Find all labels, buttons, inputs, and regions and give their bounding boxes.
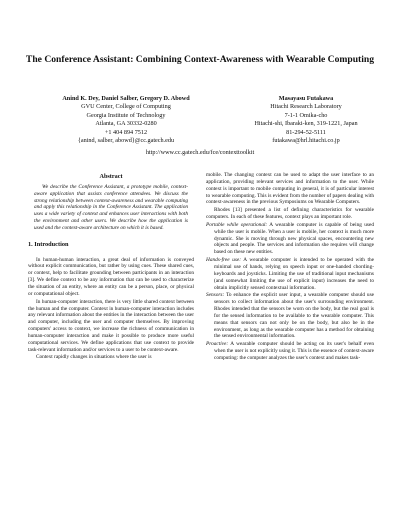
definition-label: Portable while operational: (206, 221, 268, 228)
left-column (28, 172, 194, 362)
email-line: {anind, salber, abowd}@cc.gatech.edu (77, 137, 175, 145)
body-paragraph: Context rapidly changes in situations where the user is (36, 354, 152, 361)
definition-item (206, 257, 374, 291)
abstract-text: We describe the Conference Assistant, a prototype mobile, context-aware application that assists conference attendees. We discuss the strong relationship between context-awareness and wearable computing and apply this relationship in the Conference Assistant. The application uses a wide variety of context and enhances user interactions with both the environment and other users. We describe how the application is used and the context-aware architecture on which it is based. (34, 183, 188, 231)
phone-line: 81-294-52-5111 (286, 128, 326, 136)
definition-label: Sensors: (206, 292, 225, 299)
definition-item (206, 341, 374, 362)
definition-text: To enhance the explicit user input, a wearable computer should use sensors to collect information about the user's surrounding environment. Rhodes intended that the sensors be worn on the body, but the real goal is for the sensed information to be available to the wearable computer. This means that sensors can not only be on the body, but also be in the environment, as long as the wearable computer has a method for obtaining the sensed environmental information. (214, 292, 374, 340)
project-url[interactable]: http://www.cc.gatech.edu/fce/contexttoolkit (145, 149, 255, 156)
body-paragraph: mobile. The changing context can be used to adapt the user interface to an application, providing relevant services and information to the user. While context is important to mobile computing in general, it is of particular interest to wearable computing. This is evident from the number of papers dealing with context-awareness in the previous Symposiums on Wearable Computers. (206, 172, 374, 206)
author-group-left (40, 95, 212, 145)
definition-label: Proactive: (206, 341, 229, 348)
phone-line: +1 404 894 7512 (104, 128, 148, 136)
author-names-right: Masayasu Futakawa (278, 95, 334, 102)
body-paragraph: In human-computer interaction, there is very little shared context between the human and the computer. Context in human-computer interaction includes any relevant information about the entities in the interaction between the user and computer, including the user and computer themselves. By improving computers' access to context, we increase the richness of communication in human-computer interaction and make it possible to produce more useful computational services. We define applications that use context to provide task-relevant information and/or services to a user to be context-aware. (28, 298, 194, 353)
affiliation-line: GVU Center, College of Computing (81, 103, 171, 111)
abstract-heading: Abstract (99, 173, 123, 180)
affiliation-line: Hitachi Research Laboratory (270, 103, 342, 111)
affiliation-line: Atlanta, GA 30332-0280 (95, 120, 157, 128)
right-column (206, 172, 374, 363)
body-paragraph: In human-human interaction, a great deal of information is conveyed without explicit communication, but rather by using cues. These shared cues, or context, help to facilitate grounding between participants in an interaction [3]. We define context to be any information that can be used to characterize the situation of an entity, where an entity can be a person, place, or physical or computational object. (28, 256, 194, 297)
definition-item (206, 222, 374, 256)
body-paragraph: Rhodes [13] presented a list of defining characteristics for wearable computers. In each of these features, context plays an important role. (206, 207, 374, 221)
section-heading: 1. Introduction (28, 240, 69, 248)
affiliation-line: Hitachi-shi, Ibaraki-ken, 319-1221, Japan (254, 120, 358, 128)
definition-text: A wearable computer is intended to be operated with the minimal use of hands, relying on speech input or one-handed chording-keyboards and joysticks. Limiting the use of traditional input mechanisms (and somewhat limiting the use of explicit input) increases the need to obtain implicitly sensed contextual information. (214, 257, 374, 291)
affiliation-line: Georgia Institute of Technology (86, 111, 166, 119)
definition-text: A wearable computer should be acting on its user's behalf even when the user is not explicitly using it. This is the essence of context-aware computing: the computer analyzes the user's context and makes task- (214, 341, 374, 361)
affiliation-line: 7-1-1 Omika-cho (284, 111, 328, 119)
definition-text: A wearable computer is capable of being used while the user is mobile. When a user is mobile, her context is much more dynamic. She is moving through new physical spaces, encountering new objects and people. The services and information she requires will change based on these new entities. (214, 221, 374, 256)
email-line: futakawa@hrl.hitachi.co.jp (272, 137, 340, 145)
paper-title: The Conference Assistant: Combining Context-Awareness with Wearable Computing (25, 54, 375, 65)
author-group-right (230, 95, 382, 145)
definition-label: Hands-free use: (206, 257, 242, 264)
definition-item (206, 292, 374, 340)
author-names-left: Anind K. Dey, Daniel Salber, Gregory D. Abowd (62, 95, 190, 102)
